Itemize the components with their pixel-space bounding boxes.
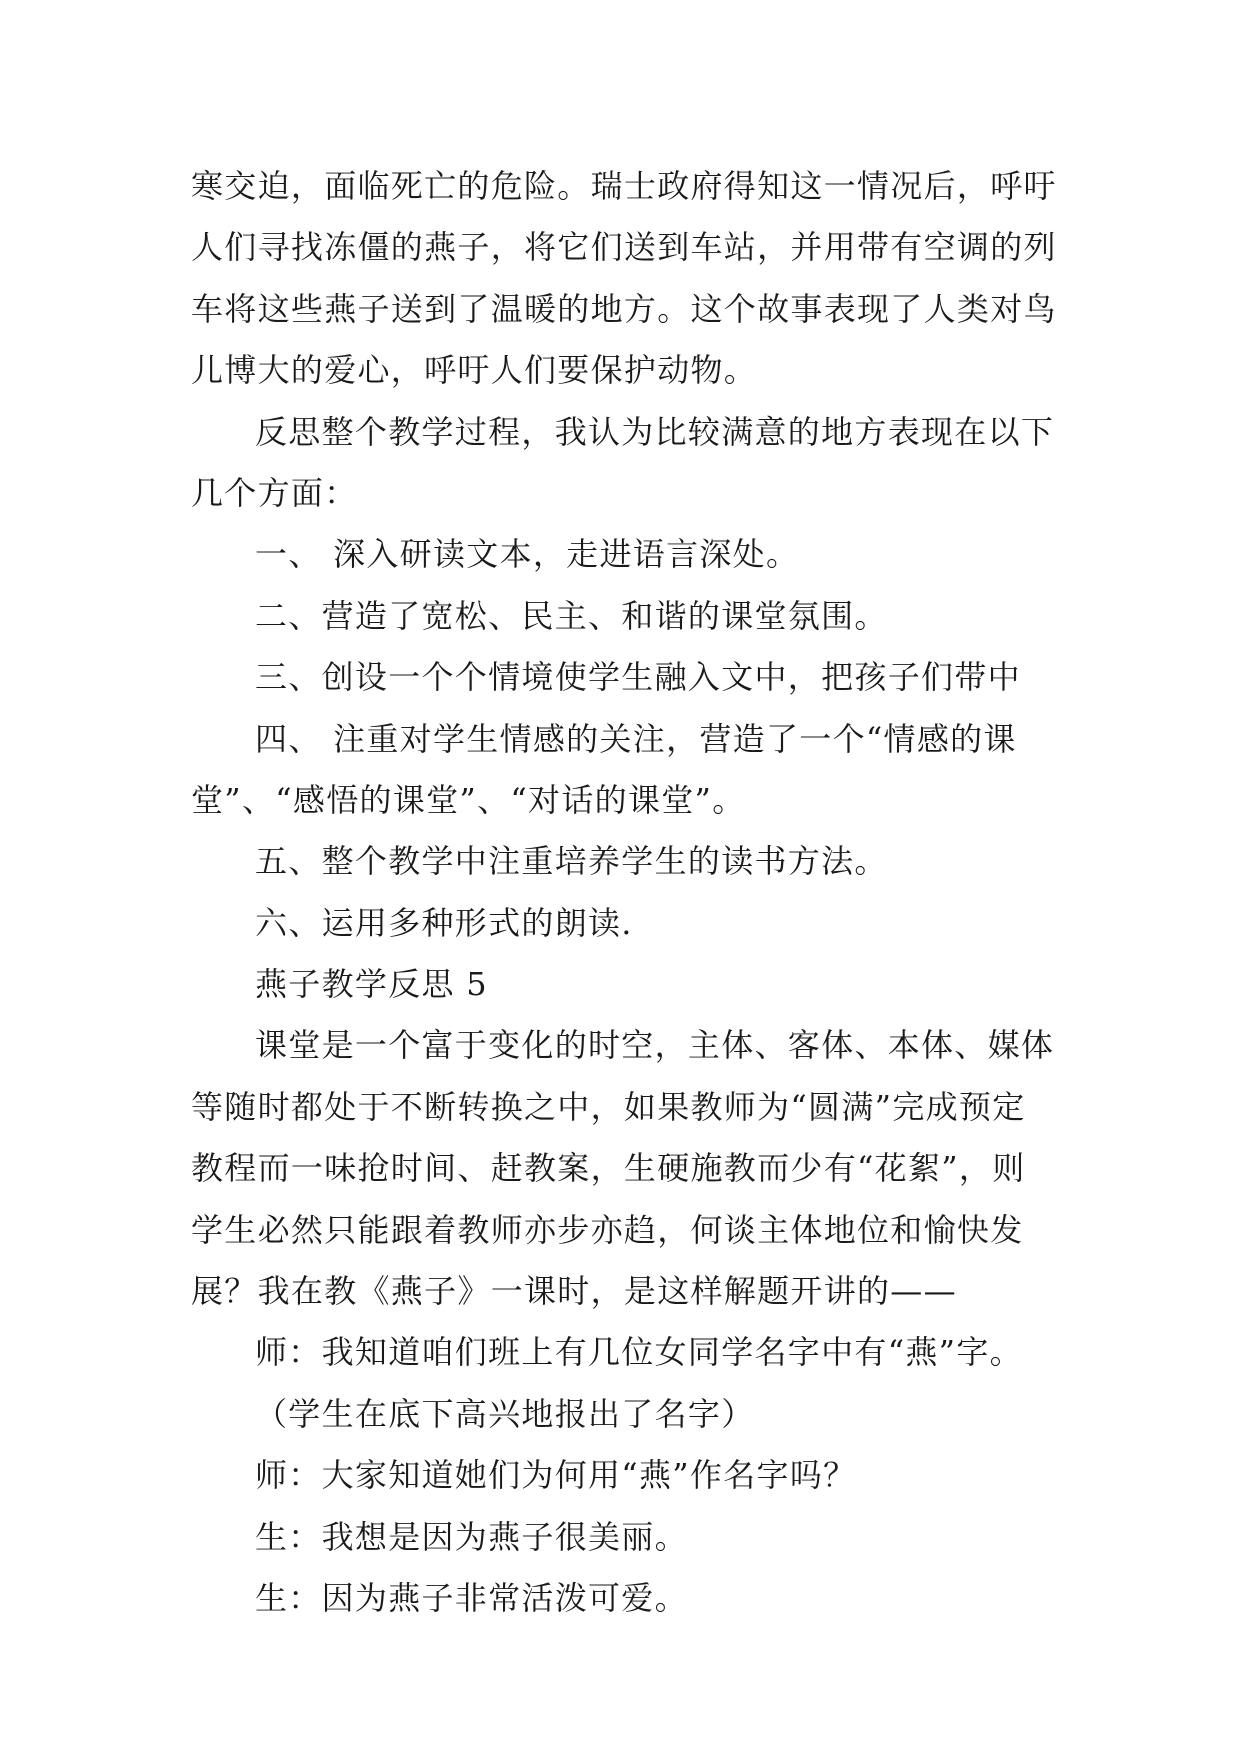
text-line: 课堂是一个富于变化的时空，主体、客体、本体、媒体 [255, 1026, 1055, 1065]
text-line: 师：大家知道她们为何用“燕”作名字吗？ [255, 1456, 857, 1495]
document-body [191, 156, 1057, 1629]
text-line: 堂”、“感悟的课堂”、“对话的课堂”。 [191, 780, 746, 819]
text-line: 六、运用多种形式的朗读. [255, 903, 633, 942]
text-line: 四、 注重对学生情感的关注，营造了一个“情感的课 [255, 719, 1017, 758]
text-line: 生：因为燕子非常活泼可爱。 [255, 1578, 688, 1617]
text-line: 车将这些燕子送到了温暖的地方。这个故事表现了人类对鸟 [191, 289, 1057, 328]
text-line: 反思整个教学过程，我认为比较满意的地方表现在以下 [255, 412, 1055, 451]
text-line: 师：我知道咱们班上有几位女同学名字中有“燕”字。 [255, 1333, 1023, 1372]
text-line: 寒交迫，面临死亡的危险。瑞士政府得知这一情况后，呼吁 [191, 167, 1057, 205]
text-line: 展？我在教《燕子》一课时，是这样解题开讲的—— [191, 1272, 957, 1311]
text-line: 学生必然只能跟着教师亦步亦趋，何谈主体地位和愉快发 [191, 1210, 1024, 1249]
text-line: （学生在底下高兴地报出了名字） [255, 1394, 755, 1433]
text-line: 生：我想是因为燕子很美丽。 [255, 1517, 688, 1556]
text-line: 二、营造了宽松、民主、和谐的课堂氛围。 [255, 596, 888, 635]
text-line: 几个方面： [191, 473, 358, 512]
text-line: 五、整个教学中注重培养学生的读书方法。 [255, 842, 888, 881]
text-line: 等随时都处于不断转换之中，如果教师为“圆满”完成预定 [191, 1087, 1026, 1126]
text-line: 燕子教学反思 5 [255, 965, 488, 1004]
text-line: 教程而一味抢时间、赶教案，生硬施教而少有“花絮”，则 [191, 1149, 1026, 1188]
text-line: 一、 深入研读文本，走进语言深处。 [255, 535, 800, 574]
text-line: 三、创设一个个情境使学生融入文中，把孩子们带中 [255, 658, 1021, 697]
text-line: 人们寻找冻僵的燕子，将它们送到车站，并用带有空调的列 [191, 228, 1057, 267]
text-line: 儿博大的爱心，呼吁人们要保护动物。 [191, 351, 758, 390]
